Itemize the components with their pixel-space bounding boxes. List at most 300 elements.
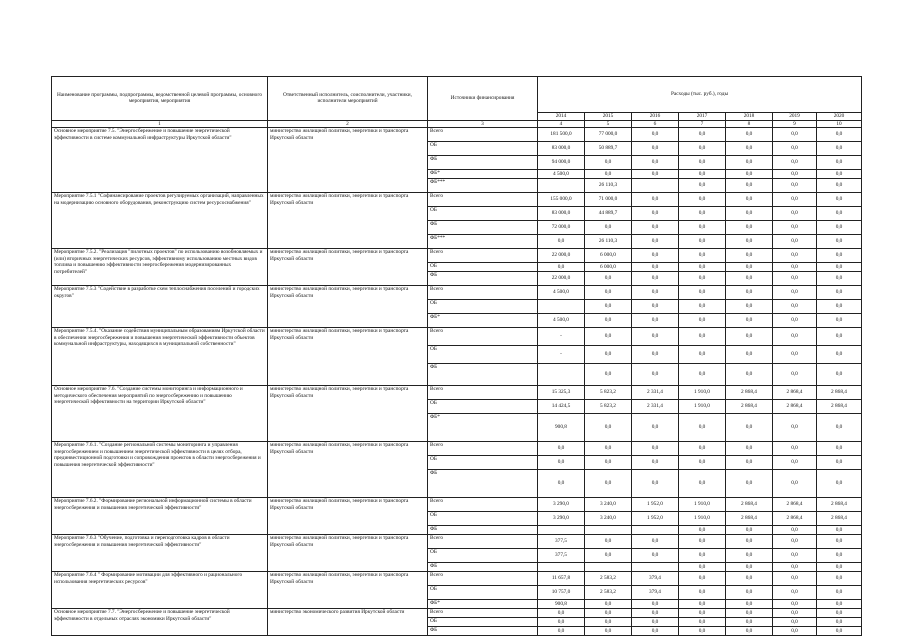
funding-source: ФБ: [428, 526, 538, 535]
activity-name: Основное мероприятие 7.6. "Создание системы мониторинга и информационного и методического обеспечения мероприятий по энергосбережению и повышению энергетической эффективности на территории Иркутской области": [52, 386, 268, 442]
amount-cell: [632, 526, 679, 535]
column-number: 3: [428, 120, 538, 128]
amount-cell: 0,0: [679, 156, 726, 170]
amount-cell: 0,0: [679, 618, 726, 627]
amount-cell: [538, 300, 585, 314]
amount-cell: 0,0: [726, 456, 773, 470]
amount-cell: 0,0: [632, 207, 679, 221]
amount-cell: 26 110,3: [585, 179, 632, 193]
executor-name: министерство жилищной политики, энергетики и транспорта Иркутской области: [268, 386, 428, 442]
amount-cell: 0,0: [773, 207, 817, 221]
amount-cell: 0,0: [773, 470, 817, 498]
amount-cell: 0,0: [679, 586, 726, 600]
column-number: 6: [632, 120, 679, 128]
funding-source: ОБ: [428, 142, 538, 156]
amount-cell: 0,0: [726, 414, 773, 442]
amount-cell: 83 000,0: [538, 142, 585, 156]
executor-name: министерство жилищной политики, энергетики и транспорта Иркутской области: [268, 286, 428, 328]
amount-cell: 0,0: [726, 221, 773, 235]
amount-cell: 2 868,4: [817, 400, 862, 414]
amount-cell: 0,0: [538, 618, 585, 627]
amount-cell: 377,5: [538, 549, 585, 563]
amount-cell: 0,0: [726, 249, 773, 263]
funding-source: Всего: [428, 498, 538, 512]
amount-cell: 0,0: [679, 609, 726, 618]
amount-cell: [538, 526, 585, 535]
amount-cell: 72 000,0: [538, 221, 585, 235]
amount-cell: 0,0: [817, 609, 862, 618]
funding-source: ФБ*: [428, 414, 538, 442]
funding-source: ОБ: [428, 207, 538, 221]
amount-cell: 0,0: [679, 193, 726, 207]
amount-cell: 0,0: [679, 535, 726, 549]
amount-cell: 0,0: [817, 272, 862, 286]
funding-source: ОБ: [428, 456, 538, 470]
executor-name: министерство жилищной политики, энергетики и транспорта Иркутской области: [268, 498, 428, 535]
funding-source: ФБ*: [428, 314, 538, 328]
amount-cell: 0,0: [773, 235, 817, 249]
amount-cell: 0,0: [773, 618, 817, 627]
amount-cell: 0,0: [632, 128, 679, 142]
amount-cell: 0,0: [773, 286, 817, 300]
amount-cell: 2 868,4: [817, 512, 862, 526]
funding-source: ОБ: [428, 618, 538, 627]
amount-cell: 0,0: [538, 470, 585, 498]
amount-cell: 0,0: [679, 549, 726, 563]
amount-cell: 2 868,4: [726, 400, 773, 414]
amount-cell: 0,0: [773, 221, 817, 235]
amount-cell: 0,0: [585, 600, 632, 609]
amount-cell: 2 868,4: [773, 498, 817, 512]
header-year: 2020: [817, 113, 862, 121]
column-number: 10: [817, 120, 862, 128]
amount-cell: 0,0: [817, 314, 862, 328]
table-row: [52, 328, 862, 346]
funding-source: Всего: [428, 128, 538, 142]
funding-source: Всего: [428, 609, 538, 618]
amount-cell: 0,0: [817, 563, 862, 572]
amount-cell: 0,0: [726, 142, 773, 156]
amount-cell: 0,0: [726, 572, 773, 586]
amount-cell: 0,0: [679, 207, 726, 221]
amount-cell: 0,0: [726, 442, 773, 456]
amount-cell: 0,0: [817, 442, 862, 456]
amount-cell: 0,0: [726, 346, 773, 364]
amount-cell: 0,0: [632, 286, 679, 300]
activity-name: Мероприятие 7.5.1 "Софинансирование проектов регулируемых организаций, направленных на модернизацию основного оборудования, реконструкцию систем ресурсоснабжения": [52, 193, 268, 249]
amount-cell: 0,0: [538, 627, 585, 636]
amount-cell: 0,0: [773, 249, 817, 263]
amount-cell: 0,0: [726, 156, 773, 170]
amount-cell: 0,0: [773, 364, 817, 386]
amount-cell: 0,0: [817, 128, 862, 142]
funding-source: Всего: [428, 442, 538, 456]
amount-cell: 0,0: [773, 156, 817, 170]
amount-cell: 0,0: [632, 609, 679, 618]
funding-source: ФБ***: [428, 179, 538, 193]
amount-cell: 0,0: [585, 456, 632, 470]
amount-cell: 0,0: [679, 142, 726, 156]
amount-cell: 0,0: [817, 549, 862, 563]
amount-cell: 1 952,0: [632, 512, 679, 526]
amount-cell: 0,0: [632, 263, 679, 272]
amount-cell: 0,0: [817, 456, 862, 470]
funding-source: Всего: [428, 572, 538, 586]
funding-source: ФБ: [428, 364, 538, 386]
amount-cell: 0,0: [817, 526, 862, 535]
funding-source: ФБ*: [428, 600, 538, 609]
amount-cell: 0,0: [632, 364, 679, 386]
amount-cell: 0,0: [679, 470, 726, 498]
table-row: [52, 572, 862, 586]
amount-cell: 0,0: [679, 179, 726, 193]
amount-cell: 1 910,0: [679, 498, 726, 512]
amount-cell: 0,0: [726, 470, 773, 498]
amount-cell: -: [538, 346, 585, 364]
amount-cell: 0,0: [773, 609, 817, 618]
amount-cell: 0,0: [817, 572, 862, 586]
amount-cell: 14 424,5: [538, 400, 585, 414]
amount-cell: 15 325,3: [538, 386, 585, 400]
amount-cell: 0,0: [817, 328, 862, 346]
header-expenses: Расходы (тыс. руб.), годы: [538, 77, 862, 113]
amount-cell: [632, 563, 679, 572]
amount-cell: 0,0: [817, 586, 862, 600]
amount-cell: 0,0: [773, 263, 817, 272]
amount-cell: 0,0: [817, 221, 862, 235]
amount-cell: 4 500,0: [538, 170, 585, 179]
header-funding-source: Источники финансирования: [428, 77, 538, 121]
amount-cell: 0,0: [679, 221, 726, 235]
amount-cell: 0,0: [585, 609, 632, 618]
amount-cell: 0,0: [585, 286, 632, 300]
amount-cell: 0,0: [679, 300, 726, 314]
funding-source: ОБ: [428, 586, 538, 600]
amount-cell: 0,0: [773, 414, 817, 442]
amount-cell: 0,0: [817, 179, 862, 193]
funding-source: ФБ***: [428, 235, 538, 249]
table-row: [52, 498, 862, 512]
header-program-name: Наименование программы, подпрограммы, ведомственной целевой программы, основного мероприятия, мероприятия: [52, 77, 268, 121]
amount-cell: 0,0: [817, 263, 862, 272]
amount-cell: 0,0: [585, 300, 632, 314]
amount-cell: 0,0: [773, 442, 817, 456]
amount-cell: 22 000,0: [538, 272, 585, 286]
executor-name: министерство жилищной политики, энергетики и транспорта Иркутской области: [268, 249, 428, 286]
amount-cell: 379,4: [632, 572, 679, 586]
amount-cell: -: [538, 328, 585, 346]
amount-cell: 0,0: [679, 414, 726, 442]
amount-cell: 0,0: [632, 328, 679, 346]
amount-cell: 0,0: [726, 263, 773, 272]
funding-source: Всего: [428, 386, 538, 400]
amount-cell: 0,0: [773, 526, 817, 535]
amount-cell: 2 868,4: [773, 512, 817, 526]
amount-cell: 0,0: [817, 627, 862, 636]
amount-cell: 0,0: [773, 179, 817, 193]
activity-name: Мероприятие 7.6.1. "Создание региональной системы мониторинга и управления энергосбережением и повышением энергетической эффективности в целях отбора, прединвестиционной подготовки и сопровождения проектов в области энергосбережения и повышения энергетической эффективности": [52, 442, 268, 498]
header-year: 2017: [679, 113, 726, 121]
activity-name: Мероприятие 7.6.3 "Обучение, подготовка и переподготовка кадров в области энергосбережения и повышения энергетической эффективности": [52, 535, 268, 572]
amount-cell: 2 868,4: [773, 400, 817, 414]
executor-name: министерство экономического развития Иркутской области: [268, 609, 428, 636]
funding-source: ФБ*: [428, 170, 538, 179]
funding-source: Всего: [428, 286, 538, 300]
table-row: [52, 193, 862, 207]
funding-source: ОБ: [428, 512, 538, 526]
header-year: 2015: [585, 113, 632, 121]
funding-source: ФБ: [428, 272, 538, 286]
amount-cell: 0,0: [632, 456, 679, 470]
amount-cell: 0,0: [817, 193, 862, 207]
amount-cell: 1 910,0: [679, 400, 726, 414]
amount-cell: 0,0: [817, 142, 862, 156]
amount-cell: 0,0: [679, 272, 726, 286]
amount-cell: 0,0: [726, 170, 773, 179]
amount-cell: 0,0: [817, 207, 862, 221]
amount-cell: 0,0: [726, 618, 773, 627]
header-year: 2016: [632, 113, 679, 121]
amount-cell: 0,0: [632, 300, 679, 314]
column-number: 2: [268, 120, 428, 128]
funding-source: Всего: [428, 328, 538, 346]
amount-cell: 0,0: [679, 346, 726, 364]
amount-cell: 0,0: [726, 364, 773, 386]
amount-cell: [538, 179, 585, 193]
amount-cell: 0,0: [817, 346, 862, 364]
amount-cell: 377,5: [538, 535, 585, 549]
amount-cell: 0,0: [585, 442, 632, 456]
amount-cell: 3 290,0: [538, 498, 585, 512]
amount-cell: 0,0: [773, 572, 817, 586]
amount-cell: 0,0: [679, 249, 726, 263]
amount-cell: 0,0: [538, 442, 585, 456]
table-row: [52, 286, 862, 300]
amount-cell: 0,0: [679, 328, 726, 346]
table-row: [52, 386, 862, 400]
amount-cell: 2 868,4: [817, 498, 862, 512]
amount-cell: [632, 179, 679, 193]
amount-cell: 0,0: [632, 221, 679, 235]
amount-cell: 2 868,4: [817, 386, 862, 400]
amount-cell: 0,0: [585, 156, 632, 170]
amount-cell: 181 500,0: [538, 128, 585, 142]
amount-cell: 155 000,0: [538, 193, 585, 207]
amount-cell: [585, 526, 632, 535]
executor-name: министерство жилищной политики, энергетики и транспорта Иркутской области: [268, 572, 428, 609]
amount-cell: 2 868,4: [726, 386, 773, 400]
amount-cell: 0,0: [773, 142, 817, 156]
funding-source: ФБ: [428, 156, 538, 170]
amount-cell: 0,0: [726, 609, 773, 618]
funding-source: ФБ: [428, 470, 538, 498]
amount-cell: 0,0: [679, 456, 726, 470]
amount-cell: 1 952,0: [632, 498, 679, 512]
amount-cell: 379,4: [632, 586, 679, 600]
funding-source: ОБ: [428, 549, 538, 563]
amount-cell: 0,0: [773, 549, 817, 563]
amount-cell: 0,0: [585, 221, 632, 235]
amount-cell: 0,0: [773, 314, 817, 328]
column-number: 9: [773, 120, 817, 128]
amount-cell: 94 000,0: [538, 156, 585, 170]
funding-source: ФБ: [428, 563, 538, 572]
header-year: 2018: [726, 113, 773, 121]
amount-cell: 0,0: [632, 193, 679, 207]
executor-name: министерство жилищной политики, энергетики и транспорта Иркутской области: [268, 442, 428, 498]
amount-cell: 77 000,0: [585, 128, 632, 142]
amount-cell: 0,0: [817, 470, 862, 498]
amount-cell: 0,0: [817, 618, 862, 627]
amount-cell: 0,0: [773, 627, 817, 636]
amount-cell: 0,0: [726, 286, 773, 300]
amount-cell: 0,0: [726, 563, 773, 572]
amount-cell: 0,0: [585, 170, 632, 179]
executor-name: министерство жилищной политики, энергетики и транспорта Иркутской области: [268, 535, 428, 572]
amount-cell: 0,0: [632, 470, 679, 498]
amount-cell: 0,0: [726, 235, 773, 249]
amount-cell: 0,0: [632, 249, 679, 263]
amount-cell: 0,0: [817, 249, 862, 263]
amount-cell: 0,0: [632, 414, 679, 442]
amount-cell: 0,0: [773, 328, 817, 346]
funding-source: Всего: [428, 535, 538, 549]
column-number: 4: [538, 120, 585, 128]
column-number: 5: [585, 120, 632, 128]
financing-table: [51, 76, 862, 636]
amount-cell: 0,0: [632, 156, 679, 170]
amount-cell: [538, 563, 585, 572]
amount-cell: 0,0: [679, 572, 726, 586]
amount-cell: 2 868,4: [773, 386, 817, 400]
amount-cell: 0,0: [585, 364, 632, 386]
amount-cell: 0,0: [773, 535, 817, 549]
amount-cell: 0,0: [817, 535, 862, 549]
amount-cell: 0,0: [773, 128, 817, 142]
table-body: [52, 128, 862, 636]
amount-cell: 0,0: [726, 272, 773, 286]
amount-cell: 0,0: [726, 207, 773, 221]
amount-cell: 0,0: [585, 627, 632, 636]
amount-cell: 0,0: [632, 618, 679, 627]
funding-source: ОБ: [428, 346, 538, 364]
amount-cell: 5 823,2: [585, 400, 632, 414]
amount-cell: 0,0: [817, 156, 862, 170]
amount-cell: 0,0: [585, 346, 632, 364]
amount-cell: 50 889,7: [585, 142, 632, 156]
amount-cell: 2 868,4: [726, 512, 773, 526]
amount-cell: 0,0: [773, 563, 817, 572]
executor-name: министерство жилищной политики, энергетики и транспорта Иркутской области: [268, 128, 428, 193]
amount-cell: [585, 563, 632, 572]
amount-cell: 0,0: [632, 346, 679, 364]
amount-cell: 0,0: [632, 170, 679, 179]
amount-cell: 5 823,2: [585, 386, 632, 400]
amount-cell: 0,0: [632, 314, 679, 328]
funding-source: Всего: [428, 193, 538, 207]
amount-cell: 0,0: [585, 314, 632, 328]
amount-cell: 0,0: [679, 314, 726, 328]
column-number: 1: [52, 120, 268, 128]
amount-cell: 0,0: [679, 170, 726, 179]
amount-cell: 900,8: [538, 600, 585, 609]
amount-cell: 4 500,0: [538, 286, 585, 300]
amount-cell: 0,0: [585, 549, 632, 563]
amount-cell: 0,0: [726, 328, 773, 346]
amount-cell: 0,0: [726, 193, 773, 207]
amount-cell: [538, 364, 585, 386]
amount-cell: 3 290,0: [538, 512, 585, 526]
activity-name: Мероприятие 7.5.2. "Реализация "пилотных проектов" по использованию возобновляемых и (или) вторичных энергетических ресурсов, эффективному использованию местных видов топлива и повышению эффективности энергосбережения модернизированных потребителей": [52, 249, 268, 286]
activity-name: Мероприятие 7.5.4. "Оказание содействия муниципальным образованиям Иркутской области в обеспечении энергосбережения и повышения энергетической эффективности объектов коммунальной инфраструктуры, находящихся в муниципальной собственности": [52, 328, 268, 386]
amount-cell: 0,0: [726, 128, 773, 142]
column-number: 7: [679, 120, 726, 128]
amount-cell: 44 889,7: [585, 207, 632, 221]
funding-source: Всего: [428, 249, 538, 263]
amount-cell: 0,0: [679, 286, 726, 300]
amount-cell: 0,0: [773, 170, 817, 179]
amount-cell: 0,0: [817, 170, 862, 179]
amount-cell: 0,0: [679, 526, 726, 535]
amount-cell: 0,0: [538, 609, 585, 618]
funding-source: ОБ: [428, 300, 538, 314]
amount-cell: 83 000,0: [538, 207, 585, 221]
amount-cell: 0,0: [726, 526, 773, 535]
amount-cell: 0,0: [585, 328, 632, 346]
amount-cell: 0,0: [679, 563, 726, 572]
amount-cell: 10 757,0: [538, 586, 585, 600]
amount-cell: 0,0: [632, 272, 679, 286]
amount-cell: 0,0: [817, 414, 862, 442]
amount-cell: 0,0: [632, 549, 679, 563]
amount-cell: 4 500,0: [538, 314, 585, 328]
amount-cell: 2 331,4: [632, 386, 679, 400]
amount-cell: 0,0: [726, 314, 773, 328]
amount-cell: 0,0: [817, 600, 862, 609]
amount-cell: 0,0: [585, 414, 632, 442]
amount-cell: 2 583,2: [585, 586, 632, 600]
header-executor: Ответственный исполнитель, соисполнители, участники, исполнители мероприятий: [268, 77, 428, 121]
amount-cell: 11 657,8: [538, 572, 585, 586]
amount-cell: 0,0: [585, 470, 632, 498]
amount-cell: 0,0: [585, 535, 632, 549]
activity-name: Основное мероприятие 7.7. "Энергосбережение и повышение энергетической эффективности в отдельных отраслях экономики Иркутской области": [52, 609, 268, 636]
amount-cell: 0,0: [679, 128, 726, 142]
amount-cell: 0,0: [817, 300, 862, 314]
amount-cell: 0,0: [726, 535, 773, 549]
funding-source: ФБ: [428, 221, 538, 235]
amount-cell: 0,0: [538, 263, 585, 272]
amount-cell: 2 583,2: [585, 572, 632, 586]
amount-cell: 0,0: [726, 627, 773, 636]
amount-cell: 0,0: [585, 618, 632, 627]
activity-name: Мероприятие 7.6.2. "Формирование региональной информационной системы в области энергосбережения и повышения энергетической эффективности": [52, 498, 268, 535]
funding-source: ФБ: [428, 627, 538, 636]
amount-cell: 900,8: [538, 414, 585, 442]
amount-cell: 0,0: [679, 600, 726, 609]
amount-cell: 0,0: [773, 346, 817, 364]
executor-name: министерство жилищной политики, энергетики и транспорта Иркутской области: [268, 193, 428, 249]
amount-cell: 2 868,4: [726, 498, 773, 512]
amount-cell: 0,0: [679, 442, 726, 456]
amount-cell: 0,0: [817, 235, 862, 249]
amount-cell: 0,0: [726, 179, 773, 193]
amount-cell: 0,0: [726, 600, 773, 609]
activity-name: Мероприятие 7.6.4 " Формирование мотивации для эффективного и рационального использования энергетических ресурсов": [52, 572, 268, 609]
amount-cell: 0,0: [817, 286, 862, 300]
amount-cell: 0,0: [773, 456, 817, 470]
funding-source: ОБ: [428, 263, 538, 272]
